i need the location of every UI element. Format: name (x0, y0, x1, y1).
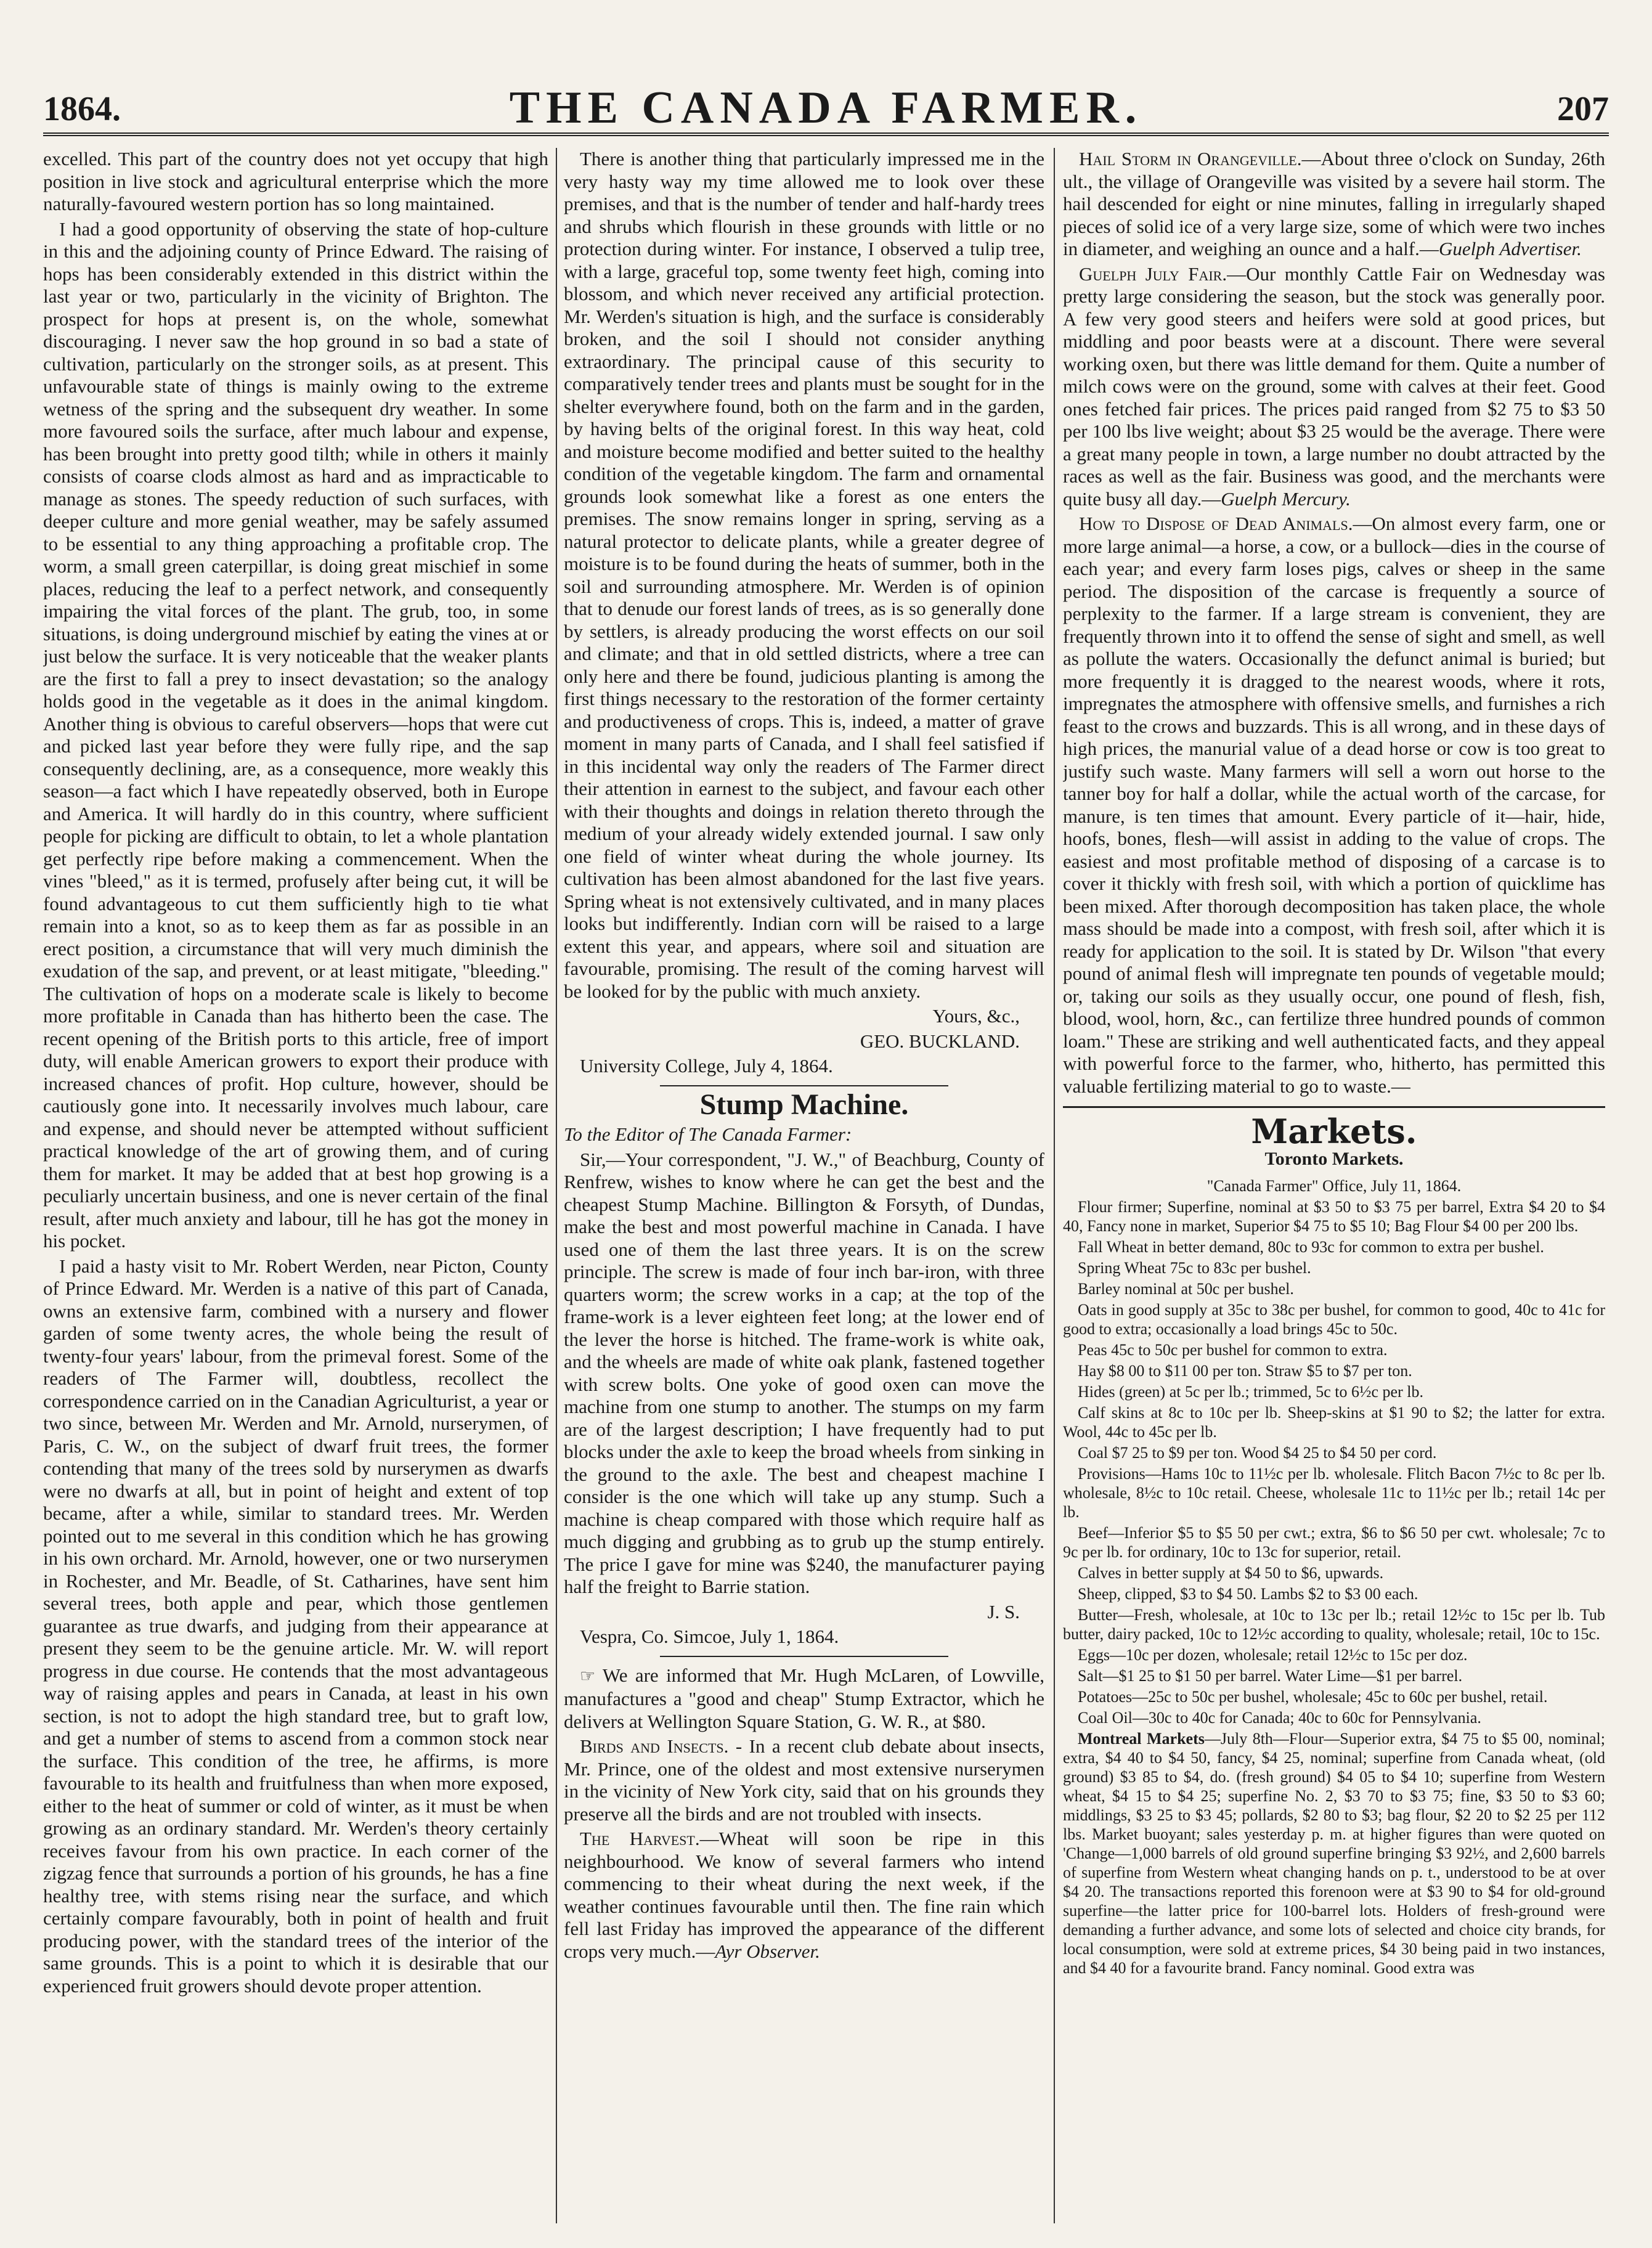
item-heading: Hail Storm in Orangeville. (1079, 148, 1302, 169)
subheading-toronto-markets: Toronto Markets. (1264, 1148, 1404, 1169)
newspaper-title: THE CANADA FARMER. (509, 83, 1143, 133)
paragraph: - In a recent club debate about insects, Mr. Prince, one of the oldest and most extensive nurserymen in the vicinity of New York city, said that on his grounds they preserve all the birds and are not troubled with insects. (564, 1735, 1044, 1825)
market-price-line: Eggs—10c per dozen, wholesale; retail 12½c to 15c per doz. (1078, 1646, 1468, 1664)
market-price-line: Fall Wheat in better demand, 80c to 93c for common to extra per bushel. (1078, 1238, 1544, 1256)
section-heading-stump-machine: Stump Machine. (699, 1088, 909, 1121)
paragraph: Sir,—Your correspondent, "J. W.," of Beachburg, County of Renfrew, wishes to know where he can get the best and the cheapest Stump Machine. Billington & Forsyth, of Dundas, make the best and most powerful machine in Canada. I have used one of them the last three years. It is on the screw principle. The screw is made of four inch bar-iron, with three quarters worm; the screw works in a cap; at the top of the frame-work is a lever eighteen feet long; at the lower end of the lever the horse is hitched. The frame-work is white oak, and the wheels are made of white oak plank, fastened together with screw bolts. One yoke of good oxen can move the machine from one stump to another. The stumps on my farm are of the largest description; I have frequently had to put blocks under the axle to keep the broad wheels from sinking in the ground to the axle. The best and cheapest machine I consider is the one which will take up any stump. Such a machine is cheap compared with those which require half as much digging and grubbing as to grub up the stump entirely. The price I gave for mine was $240, the manufacturer paying half the freight to Barrie station. (564, 1148, 1044, 1597)
pointing-hand-icon: ☞ (580, 1666, 596, 1686)
column-1 (43, 148, 548, 2230)
market-price-line: Calves in better supply at $4 50 to $6, upwards. (1078, 1564, 1384, 1582)
source-credit: Ayr Observer. (715, 1940, 820, 1962)
market-price-line: Peas 45c to 50c per bushel for common to extra. (1078, 1341, 1388, 1359)
market-price-line: Potatoes—25c to 50c per bushel, wholesale; 45c to 60c per bushel, retail. (1078, 1688, 1548, 1706)
ornament-rule (660, 1085, 948, 1086)
item-heading: Montreal Markets (1078, 1730, 1205, 1748)
market-price-list (1063, 1197, 1605, 1727)
masthead (43, 77, 1609, 136)
page-number: 207 (1557, 90, 1609, 128)
market-price-line: Flour firmer; Superfine, nominal at $3 50 to $3 75 per barrel, Extra $4 20 to $4 40, Fancy none in market, Superior $4 75 to $5 10; Bag Flour $4 00 per 200 lbs. (1063, 1198, 1605, 1235)
item-heading: How to Dispose of Dead Animals. (1079, 513, 1353, 534)
paragraph: —On almost every farm, one or more large animal—a horse, a cow, or a bullock—dies in the course of each year; and every farm loses pigs, calves or sheep in the same period. The disposition of the carcase is frequently a source of perplexity to the farmer. If a large stream is convenient, they are frequently thrown into it to offend the sense of sight and smell, as well as pollute the waters. Occasionally the defunct animal is buried; but more frequently it is dragged to the nearest woods, where it rots, impregnates the atmosphere with offensive smells, and furnishes a rich feast to the crows and buzzards. This is all wrong, and in these days of high prices, the manurial value of a dead horse or cow is too great to justify such waste. Many farmers will sell a worn out horse to the tanner boy for half a dollar, while the actual worth of the carcase, for manure, is ten times that amount. Every particle of it—hair, hide, hoofs, bones, flesh—will assist in adding to the value of crops. The easiest and most profitable method of disposing of a carcase is to cover it thickly with fresh soil, with which a portion of quicklime has been mixed. After thorough decomposition has taken place, the whole mass should be made into a compost, with fresh soil, after which it is ready for application to the soil. It is stated by Dr. Wilson "that every pound of animal flesh will impregnate ten pounds of vegetable mould; or, taking our soils as they usually occur, one pound of flesh, fish, blood, wool, horn, &c., can fertilize three hundred pounds of common loam." These are striking and well authenticated facts, and they appeal with powerful force to the farmer, who, hitherto, has permitted this valuable fertilizing material to go to waste.— (1063, 513, 1605, 1097)
market-price-line: Calf skins at 8c to 10c per lb. Sheep-skins at $1 90 to $2; the latter for extra. Wool, 44c to 45c per lb. (1063, 1404, 1605, 1441)
paragraph: I paid a hasty visit to Mr. Robert Werden, near Picton, County of Prince Edward. Mr. Werden is a native of this part of Canada, owns an extensive farm, combined with a nursery and flower garden of some twenty acres, the whole being the result of twenty-four years' labour, from the primeval forest. Some of the readers of The Farmer will, doubtless, recollect the correspondence carried on in the Canadian Agriculturist, a year or two since, between Mr. Werden and Mr. Arnold, nurserymen, of Paris, C. W., on the subject of dwarf fruit trees, the former contending that many of the trees sold by nurserymen as dwarfs were no dwarfs at all, but in point of height and extent of top became, after a while, similar to standard trees. Mr. Werden pointed out to me several in this condition which he has growing in his own orchard. Mr. Arnold, however, one or two nurserymen in Rochester, and Mr. Beadle, of St. Catharines, have sent him several trees, both apple and pear, which those gentlemen guarantee as true dwarfs, and judging from their appearance at present they seem to be the genuine article. Mr. W. will report progress in due course. He contends that the most advantageous way of raising apples and pears in Canada, at least in his own section, is not to adopt the high standard tree, but to graft low, and get a number of stems to ascend from a common stock near the surface. This condition of the tree, he affirms, is more favourable to its health and fruitfulness than when more exposed, either to the heat of summer or cold of winter, as it must be when growing as an ordinary standard. Mr. Werden's theory certainly receives favour from his own practice. In each corner of the zigzag fence that surrounds a portion of his grounds, he has a fine healthy tree, with stems rising near the surface, and which certainly compare favourably, both in point of health and fruit producing power, with the standard trees of the interior of the same grounds. This is a point to which it is desirable that our experienced fruit growers should devote proper attention. (43, 1255, 548, 1997)
column-3 (1063, 148, 1605, 2230)
market-price-line: Spring Wheat 75c to 83c per bushel. (1078, 1259, 1311, 1277)
market-price-line: Sheep, clipped, $3 to $4 50. Lambs $2 to $3 00 each. (1078, 1585, 1418, 1603)
source-credit: Guelph Advertiser. (1438, 238, 1582, 259)
paragraph: We are informed that Mr. Hugh McLaren, of Lowville, manufactures a "good and cheap" Stump Extractor, which he delivers at Wellington Square Station, G. W. R., at $80. (564, 1664, 1044, 1732)
section-rule (1063, 1106, 1605, 1108)
paragraph: —July 8th—Flour—Superior extra, $4 75 to $5 00, nominal; extra, $4 40 to $4 50, fancy, $4 25, nominal; superfine from Canada wheat, (old ground) $3 85 to $4, do. (fresh ground) $4 05 to $4 10; superfine from Western wheat, $4 15 to $4 25; superfine No. 2, $3 70 to $3 75; fine, $3 50 to $3 60; middlings, $3 25 to $3 45; pollards, $2 80 to $3; bag flour, $2 20 to $2 25 per 112 lbs. Market buoyant; sales yesterday p. m. at higher figures than were quoted on 'Change—1,000 barrels of old ground superfine bringing $3 92½, and 2,600 barrels of superfine from Western wheat changing hands on p. t., understood to be at over $4 20. The transactions reported this forenoon were at $3 90 to $4 for old-ground superfine—the latter price for 100-barrel lots. Holders of fresh-ground were demanding a further advance, and some lots of selected and choice city brands, for local consumption, were sold at extreme prices, $4 30 being paid in two instances, and $4 40 for a favourite brand. Fancy nominal. Good extra was (1063, 1730, 1605, 1977)
section-heading-markets: Markets. (1251, 1112, 1417, 1151)
item-heading: Birds and Insects. (580, 1735, 729, 1757)
paragraph: —Wheat will soon be ripe in this neighbourhood. We know of several farmers who intend commencing to their wheat during the next week, if the weather continues favourable until then. The fine rain which fell last Friday has improved the appearance of the different crops very much.— (564, 1828, 1044, 1962)
letter-salutation: To the Editor of The Canada Farmer: (564, 1123, 852, 1145)
market-price-line: Coal Oil—30c to 40c for Canada; 40c to 60c for Pennsylvania. (1078, 1709, 1481, 1727)
paragraph: excelled. This part of the country does not yet occupy that high position in live stock and agricultural enterprise which the more naturally-favoured western portion has so long maintained. (43, 148, 548, 214)
item-heading: Guelph July Fair. (1079, 263, 1227, 285)
market-price-line: Salt—$1 25 to $1 50 per barrel. Water Lime—$1 per barrel. (1078, 1667, 1463, 1685)
market-price-line: Hay $8 00 to $11 00 per ton. Straw $5 to $7 per ton. (1078, 1362, 1412, 1380)
letter-dateline: University College, July 4, 1864. (580, 1055, 833, 1077)
paragraph: —About three o'clock on Sunday, 26th ult., the village of Orangeville was visited by a severe hail storm. The hail descended for eight or nine minutes, falling in irregularly shaped pieces of solid ice of a very large size, some of which were two inches in diameter, and weighing an ounce and a half.— (1063, 148, 1605, 259)
market-dateline: "Canada Farmer" Office, July 11, 1864. (1206, 1177, 1462, 1195)
market-price-line: Barley nominal at 50c per bushel. (1078, 1280, 1294, 1298)
masthead-rule (43, 132, 1609, 136)
market-price-line: Butter—Fresh, wholesale, at 10c to 13c per lb.; retail 12½c to 15c per lb. Tub butter, dairy packed, 10c to 12½c according to quality, wholesale; retail, 10c to 15c. (1063, 1606, 1605, 1643)
market-price-line: Beef—Inferior $5 to $5 50 per cwt.; extra, $6 to $6 50 per cwt. wholesale; 7c to 9c per lb. for ordinary, 10c to 13c for superior, retail. (1063, 1524, 1605, 1561)
market-price-line: Oats in good supply at 35c to 38c per bushel, for common to good, 40c to 41c for good to extra; occasionally a load brings 45c to 50c. (1063, 1301, 1605, 1338)
letter-signature: GEO. BUCKLAND. (860, 1030, 1020, 1052)
market-price-line: Provisions—Hams 10c to 11½c per lb. wholesale. Flitch Bacon 7½c to 8c per lb. wholesale, 8½c to 10c retail. Cheese, wholesale 11c to 11½c per lb.; retail 14c per lb. (1063, 1465, 1605, 1521)
letter-signature: J. S. (987, 1600, 1020, 1623)
paragraph: I had a good opportunity of observing the state of hop-culture in this and the adjoining county of Prince Edward. The raising of hops has been considerably extended in this district within the last year or two, particularly in the vicinity of Brighton. The prospect for hops at present is, on the whole, somewhat discouraging. I never saw the hop ground in so bad a state of cultivation, particularly on the stronger soils, as at present. This unfavourable state of things is mainly owing to the extreme wetness of the spring and the subsequent dry weather. In some more favoured soils the surface, after much labour and expense, has been brought into pretty good tilth; while in others it mainly consists of coarse clods almost as hard and as impracticable to manage as stones. The speedy reduction of such surfaces, with deeper culture and more genial weather, may be safely assumed to be essential to any thing approaching a profitable crop. The worm, a small green caterpillar, is doing great mischief in some places, reducing the leaf to a perfect network, and consequently impairing the vital forces of the plant. The grub, too, in some situations, is doing underground mischief by eating the vines at or just below the surface. It is very noticeable that the weaker plants are the first to fall a prey to insect devastation; so the analogy holds good in the vegetable as it does in the animal kingdom. Another thing is obvious to careful observers—hops that were cut and picked last year before they were fully ripe, and the sap consequently declining, are, as a consequence, more weakly this season—a fact which I have repeatedly observed, both in Europe and America. It will hardly do in this country, where sufficient people for picking are difficult to obtain, to let a whole plantation get perfectly ripe before making a commencement. When the vines "bleed," as it is termed, profusely after being cut, it will be found advantageous to cut them sufficiently high to tie what remain into a knot, so as to keep them as far as possible in an erect position, a circumstance that will very much diminish the exudation of the sap, and prevent, or at least mitigate, "bleeding." The cultivation of hops on a moderate scale is likely to become more profitable in Canada than has hitherto been the case. The recent opening of the British ports to this article, free of import duty, will enable American growers to export their produce with increased chances of profit. Hop culture, however, should be cautiously gone into. It necessarily involves much labour, care and expense, and should never be attempted without sufficient practical knowledge of the art of growing them, and of curing them for market. It may be added that at best hop growing is a peculiarly uncertain business, and one is never certain of the final result, after much anxiety and labour, till he has got the money in his pocket. (43, 218, 548, 1252)
letter-closing: Yours, &c., (932, 1005, 1020, 1027)
column-divider (556, 148, 557, 2223)
letter-dateline: Vespra, Co. Simcoe, July 1, 1864. (580, 1626, 839, 1647)
ornament-rule (660, 1656, 948, 1657)
market-price-line: Coal $7 25 to $9 per ton. Wood $4 25 to $4 50 per cord. (1078, 1444, 1437, 1462)
source-credit: Guelph Mercury. (1221, 487, 1351, 510)
paragraph: —Our monthly Cattle Fair on Wednesday was pretty large considering the season, but the stock was generally poor. A few very good steers and heifers were sold at good prices, but middling and poor beasts were at a discount. There were several working oxen, but there was little demand for them. Quite a number of milch cows were on the ground, some with calves at their feet. Good ones fetched fair prices. The prices paid ranged from $2 75 to $3 50 per 100 lbs live weight; about $3 25 would be the average. There were a great many people in town, a large number no doubt attracted by the races as well as the fair. Business was good, and the merchants were quite busy all day.— (1063, 263, 1605, 510)
column-divider (1054, 148, 1055, 2223)
issue-year: 1864. (43, 90, 121, 128)
market-price-line: Hides (green) at 5c per lb.; trimmed, 5c to 6½c per lb. (1078, 1383, 1423, 1401)
item-heading: The Harvest. (580, 1828, 700, 1849)
paragraph: There is another thing that particularly impressed me in the very hasty way my time allowed me to look over these premises, and that is the number of tender and half-hardy trees and shrubs which flourish in these grounds with little or no protection during winter. For instance, I observed a tulip tree, with a large, graceful top, some twenty feet high, coming into blossom, and which never received any artificial protection. Mr. Werden's situation is high, and the surface is considerably broken, and the soil I should not consider anything extraordinary. The principal cause of this security to comparatively tender trees and plants must be sought for in the shelter everywhere found, both on the farm and in the garden, by having belts of the original forest. In this way heat, cold and moisture become modified and better suited to the healthy condition of the vegetable kingdom. The farm and ornamental grounds look somewhat like a forest as one enters the premises. The snow remains longer in spring, serving as a natural protector to delicate plants, while a greater degree of moisture is to be found during the heats of summer, both in the soil and surrounding atmosphere. Mr. Werden is of opinion that to denude our forest lands of trees, as is so generally done by settlers, is already producing the worst effects on our soil and climate; and that in old settled districts, where a tree can only here and there be found, judicious planting is among the first things necessary to the restoration of the former certainty and productiveness of crops. This is, indeed, a matter of grave moment in many parts of Canada, and I shall feel satisfied if in this incidental way only the readers of The Farmer direct their attention in earnest to the subject, and favour each other with their thoughts and doings in relation thereto through the medium of your already widely extended journal. I saw only one field of winter wheat during the whole journey. Its cultivation has been almost abandoned for the last five years. Spring wheat is not extensively cultivated, and in many places looks but indifferently. Indian corn will be raised to a large extent this year, and appears, where soil and situation are favourable, promising. The result of the coming harvest will be looked for by the public with much anxiety. (564, 148, 1044, 1002)
column-2 (564, 148, 1044, 2230)
